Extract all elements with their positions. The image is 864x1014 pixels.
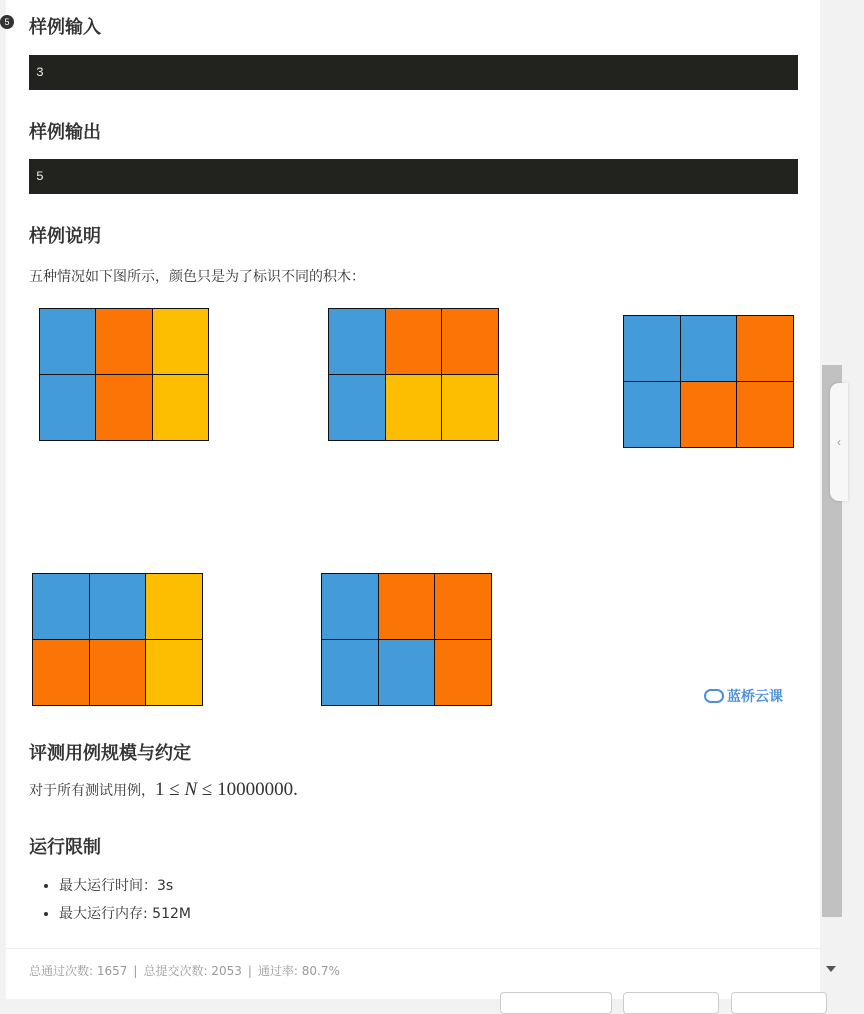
tile-cell: [40, 309, 95, 374]
sample-output-title: 样例输出: [29, 122, 101, 143]
bottom-button-2[interactable]: [623, 992, 719, 1014]
tile-cell: [379, 574, 435, 639]
tile-cell: [146, 640, 202, 705]
tile-cell: [90, 574, 146, 639]
submitted-count: 总提交次数: 2053: [143, 964, 242, 978]
watermark-text: 蓝桥云课: [727, 689, 783, 705]
sample-input-title: 样例输入: [29, 17, 101, 38]
tile-cell: [737, 382, 793, 447]
scale-math: [155, 779, 298, 800]
tile-cell: [96, 375, 151, 440]
limit-memory: • 最大运行内存: 512M: [59, 900, 191, 928]
tiling-figure-1: [39, 308, 209, 441]
math-upper-bound: 10000000: [217, 779, 294, 800]
explanation-title: 样例说明: [29, 226, 101, 247]
collapse-panel-tab[interactable]: [830, 383, 848, 501]
separator: |: [133, 964, 138, 978]
pass-rate: 通过率: 80.7%: [257, 964, 340, 978]
problem-panel: [6, 0, 820, 999]
tile-cell: [379, 640, 435, 705]
bottom-button-1[interactable]: [500, 992, 612, 1014]
tiling-figure-3: [623, 315, 794, 448]
math-variable: N: [184, 779, 198, 800]
tile-cell: [96, 309, 151, 374]
math-period: .: [293, 779, 298, 800]
tile-cell: [624, 316, 680, 381]
footer-divider: [6, 948, 820, 949]
tile-cell: [681, 316, 737, 381]
sample-input-code[interactable]: 3: [29, 55, 798, 90]
tile-cell: [322, 574, 378, 639]
tile-cell: [329, 309, 385, 374]
scroll-down-arrow-icon[interactable]: [826, 966, 836, 972]
tile-cell: [386, 309, 442, 374]
tiling-figure-4: [32, 573, 203, 706]
explanation-text: 五种情况如下图所示，颜色只是为了标识不同的积木：: [29, 269, 365, 285]
tile-cell: [681, 382, 737, 447]
tile-cell: [329, 375, 385, 440]
separator: |: [247, 964, 252, 978]
sample-output-code[interactable]: 5: [29, 159, 798, 194]
limits-list: [29, 872, 191, 928]
tile-cell: [153, 309, 208, 374]
tile-cell: [33, 640, 89, 705]
limits-title: 运行限制: [29, 837, 101, 858]
tile-cell: [322, 640, 378, 705]
tile-cell: [90, 640, 146, 705]
tile-cell: [435, 640, 491, 705]
passed-count: 总通过次数: 1657: [29, 964, 128, 978]
scale-text-prefix: 对于所有测试用例，: [29, 783, 155, 799]
tile-cell: [33, 574, 89, 639]
limit-time: • 最大运行时间：3s: [59, 872, 191, 900]
tiling-figure-2: [328, 308, 499, 441]
tile-cell: [153, 375, 208, 440]
tile-cell: [442, 309, 498, 374]
bottom-button-3[interactable]: [731, 992, 827, 1014]
tiling-figure-5: [321, 573, 492, 706]
math-lower-bound: 1: [155, 779, 165, 800]
tile-cell: [737, 316, 793, 381]
math-leq-1: ≤: [169, 779, 180, 800]
tile-cell: [40, 375, 95, 440]
tile-cell: [386, 375, 442, 440]
submission-stats: [29, 962, 340, 979]
lanqiao-logo-icon: [704, 689, 724, 703]
watermark: [704, 686, 783, 706]
math-leq-2: ≤: [201, 779, 213, 800]
scale-title: 评测用例规模与约定: [29, 743, 191, 764]
chevron-left-icon: ‹: [837, 435, 841, 449]
tile-cell: [146, 574, 202, 639]
tile-cell: [624, 382, 680, 447]
edge-badge: 5: [0, 15, 14, 29]
tile-cell: [435, 574, 491, 639]
tile-cell: [442, 375, 498, 440]
scale-text: [29, 779, 298, 801]
